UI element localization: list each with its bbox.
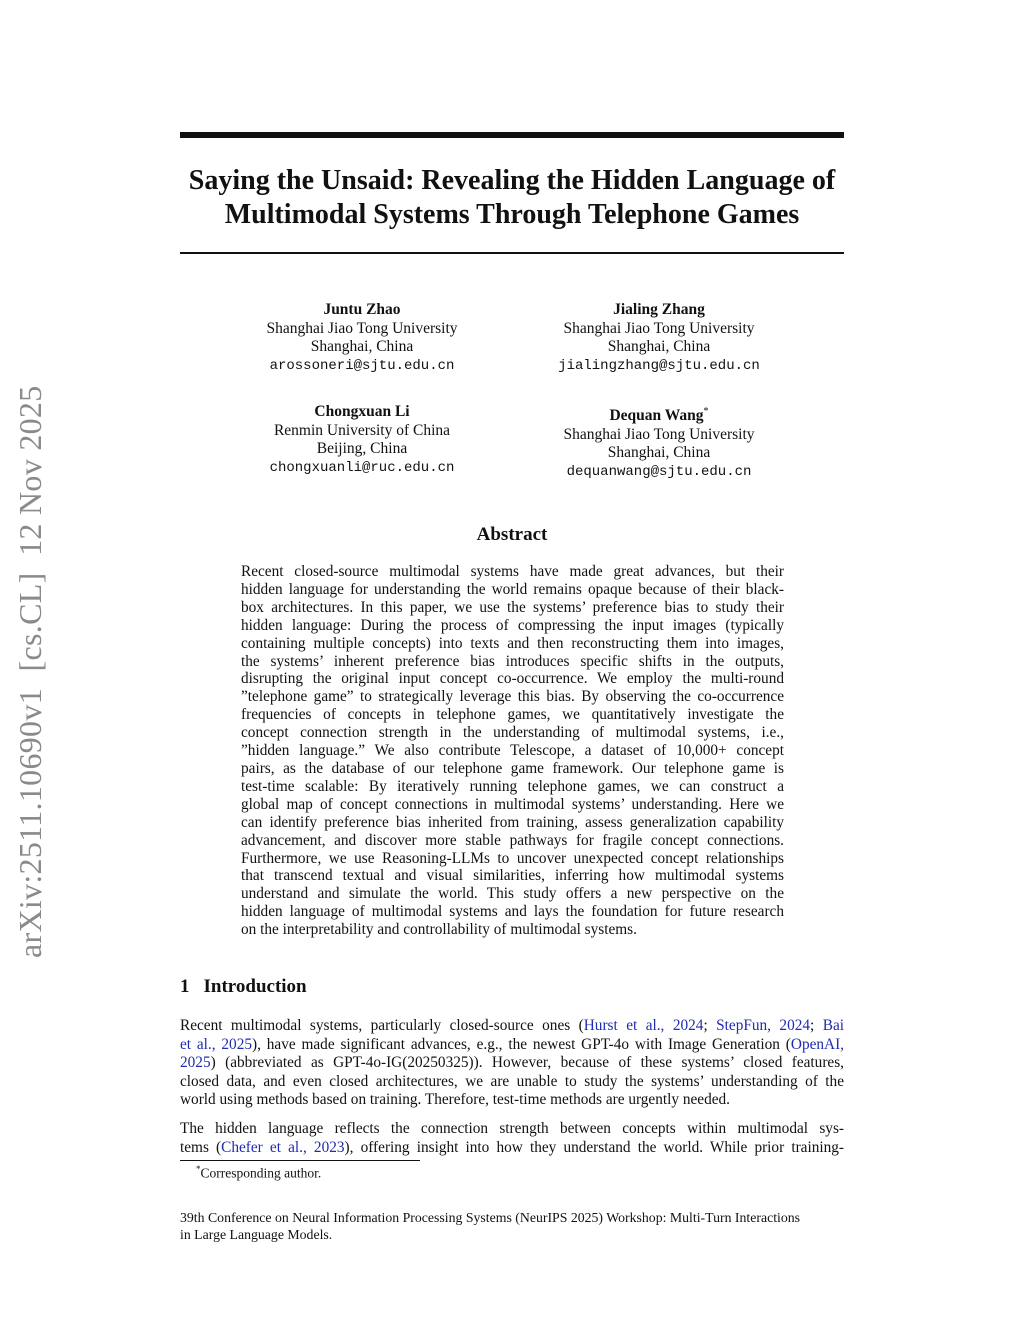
footnote-text: Corresponding author.: [200, 1165, 322, 1181]
author-name: Dequan Wang: [609, 407, 704, 425]
author-block: [494, 301, 824, 375]
author-affiliation: Shanghai Jiao Tong University: [563, 319, 755, 337]
corresponding-author-mark[interactable]: *: [703, 406, 709, 417]
abstract-line: disrupting the original input concept co-occurrence. We employ the multi-round: [241, 670, 784, 688]
author-block: [197, 301, 527, 375]
footnote: [196, 1164, 321, 1182]
abstract-body: [241, 563, 784, 939]
abstract-heading: Abstract: [476, 524, 548, 545]
paragraph-line: [180, 1036, 844, 1055]
venue-line: 39th Conference on Neural Information Processing Systems (NeurIPS 2025) Workshop: Multi-Turn Interactions: [180, 1210, 801, 1225]
citation-link[interactable]: StepFun, 2024: [716, 1017, 811, 1034]
author-name: Chongxuan Li: [314, 403, 410, 420]
citation-link[interactable]: Bai: [822, 1017, 844, 1034]
author-location: Shanghai, China: [310, 338, 414, 355]
paragraph-text: Recent multimodal systems, particularly closed-source ones (: [180, 1017, 584, 1034]
abstract-line: ”hidden language.” We also contribute Telescope, a dataset of 10,000+ concept: [241, 742, 784, 760]
abstract-line: test-time scalable: By iteratively running telephone games, we can construct a: [241, 777, 784, 795]
paragraph-line: [180, 1017, 844, 1036]
citation-link[interactable]: 2025: [180, 1054, 211, 1071]
author-location: Shanghai, China: [607, 444, 711, 462]
author-block: [197, 403, 527, 477]
abstract-line: frequencies of concepts in telephone games, we quantitatively investigate the: [241, 706, 784, 724]
abstract-line: hidden language for understanding the world remains opaque because of their black-: [241, 580, 784, 598]
intro-paragraph-2: [180, 1120, 844, 1157]
paragraph-line: closed data, and even closed architectures, we are unable to study the systems’ understanding of the: [180, 1072, 844, 1090]
paper-title: [180, 164, 844, 232]
paragraph-text: ), offering insight into how they understand the world. While prior training-: [344, 1138, 844, 1156]
abstract-line: understand and simulate the world. This study offers a new perspective on the: [241, 885, 784, 903]
abstract-line: that transcend textual and visual similarities, inferring how multimodal systems: [241, 867, 784, 885]
paragraph-text: ), have made significant advances, e.g., the newest GPT-4o with Image Generation (: [252, 1035, 791, 1053]
abstract-line: concept connection strength in the understanding of multimodal systems, i.e.,: [241, 724, 784, 742]
paragraph-line: The hidden language reflects the connection strength between concepts within multimodal sys-: [180, 1120, 844, 1137]
paragraph-line: world using methods based on training. Therefore, test-time methods are urgently needed.: [180, 1091, 730, 1108]
author-location: Shanghai, China: [607, 338, 711, 355]
author-affiliation: Renmin University of China: [273, 421, 451, 439]
paragraph-text: ) (abbreviated as GPT-4o-IG(20250325)). However, because of these systems’ closed features,: [210, 1054, 844, 1071]
venue-note: [180, 1209, 844, 1243]
abstract-line: can identify preference bias inherited from training, assess generalization capability: [241, 813, 784, 831]
author-location: Beijing, China: [316, 440, 408, 457]
footnote-mark: *: [196, 1164, 201, 1174]
citation-link[interactable]: et al., 2025: [180, 1035, 253, 1053]
venue-line: in Large Language Models.: [180, 1227, 333, 1242]
author-affiliation: Shanghai Jiao Tong University: [266, 319, 458, 337]
author-name: Jialing Zhang: [613, 301, 705, 318]
citation-link[interactable]: Hurst et al., 2024: [583, 1017, 704, 1034]
author-name: Juntu Zhao: [323, 301, 401, 318]
citation-link[interactable]: Chefer et al., 2023: [221, 1138, 345, 1156]
abstract-line: global map of concept connections in multimodal systems’ understanding. Here we: [241, 795, 784, 813]
author-email[interactable]: jialingzhang@sjtu.edu.cn: [558, 357, 760, 374]
author-email[interactable]: dequanwang@sjtu.edu.cn: [566, 463, 752, 480]
abstract-line: Furthermore, we use Reasoning-LLMs to uncover unexpected concept relationships: [241, 849, 784, 867]
paragraph-line: [180, 1139, 844, 1158]
footnote-rule: [180, 1160, 420, 1161]
section-number: 1: [180, 976, 190, 997]
title-rule-bottom: [180, 252, 844, 254]
section-title: Introduction: [203, 976, 307, 997]
title-line: Saying the Unsaid: Revealing the Hidden Language of: [188, 165, 836, 196]
abstract-line: box architectures. In this paper, we use the systems’ preference bias to study their: [241, 598, 784, 616]
author-block: [494, 403, 824, 481]
abstract-line: hidden language: During the process of compressing the input images (typically: [241, 616, 784, 634]
author-email[interactable]: chongxuanli@ruc.edu.cn: [269, 459, 455, 476]
citation-link[interactable]: OpenAI,: [790, 1035, 844, 1053]
author-name-row: [494, 403, 824, 426]
arxiv-identifier: arXiv:2511.10690v1 [cs.CL] 12 Nov 2025: [12, 385, 48, 958]
section-heading-introduction: [180, 976, 307, 998]
paragraph-text: tems (: [180, 1138, 222, 1156]
title-line: Multimodal Systems Through Telephone Games: [224, 199, 800, 230]
abstract-line: pairs, as the database of our telephone game framework. Our telephone game is: [241, 759, 784, 777]
paragraph-text: ;: [703, 1017, 717, 1034]
abstract-line: hidden language of multimodal systems and lays the foundation for future research: [241, 903, 784, 921]
abstract-line: on the interpretability and controllability of multimodal systems.: [241, 921, 637, 939]
author-affiliation: Shanghai Jiao Tong University: [563, 425, 755, 443]
abstract-line: advancement, and discover more stable pathways for fragile concept connections.: [241, 831, 784, 849]
abstract-line: containing multiple concepts) into texts and then reconstructing them into images,: [241, 634, 784, 652]
abstract-line: the systems’ inherent preference bias introduces specific shifts in the outputs,: [241, 652, 784, 670]
title-rule-top: [180, 132, 844, 138]
abstract-line: Recent closed-source multimodal systems have made great advances, but their: [241, 563, 784, 580]
paragraph-text: ;: [810, 1017, 823, 1034]
author-email[interactable]: arossoneri@sjtu.edu.cn: [269, 357, 455, 374]
intro-paragraph-1: [180, 1017, 844, 1110]
paragraph-line: [180, 1054, 844, 1073]
abstract-line: ”telephone game” to strategically leverage this bias. By observing the co-occurrence: [241, 688, 784, 706]
